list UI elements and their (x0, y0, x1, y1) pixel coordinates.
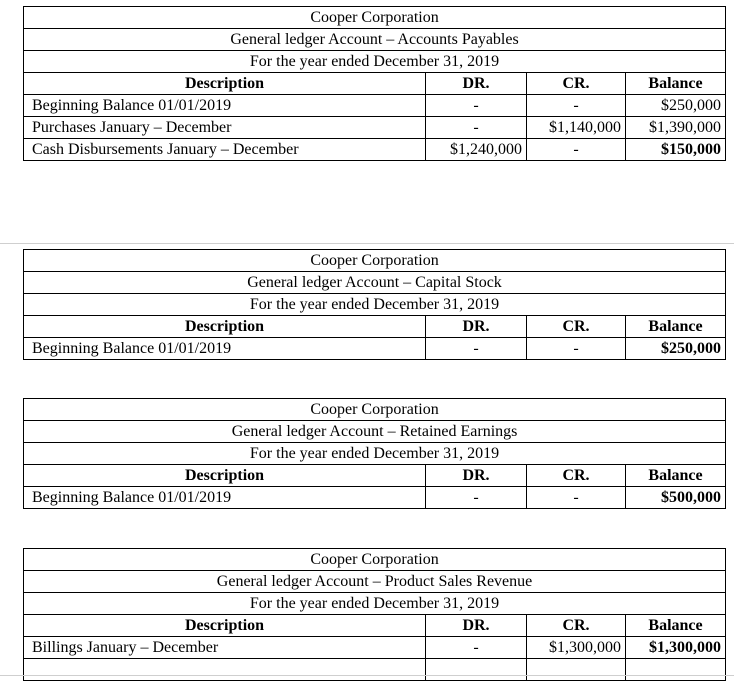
header-balance: Balance (626, 615, 726, 637)
company-name: Cooper Corporation (24, 549, 726, 571)
row-balance: $1,300,000 (626, 637, 726, 659)
account-title: General ledger Account – Retained Earnings (24, 421, 726, 443)
company-name: Cooper Corporation (24, 7, 726, 29)
period-label: For the year ended December 31, 2019 (24, 593, 726, 615)
header-dr: DR. (426, 465, 527, 487)
header-description: Description (24, 73, 426, 95)
header-description: Description (24, 465, 426, 487)
row-dr: - (426, 487, 527, 509)
table-row (24, 338, 726, 360)
header-description: Description (24, 316, 426, 338)
row-dr: - (426, 338, 527, 360)
header-description: Description (24, 615, 426, 637)
header-balance: Balance (626, 465, 726, 487)
period-label: For the year ended December 31, 2019 (24, 294, 726, 316)
row-cr: - (527, 95, 626, 117)
row-dr: - (426, 117, 527, 139)
row-description: Beginning Balance 01/01/2019 (24, 95, 426, 117)
header-dr: DR. (426, 316, 527, 338)
table-row (24, 139, 726, 161)
row-cr: $1,300,000 (527, 637, 626, 659)
bottom-divider (0, 675, 734, 676)
row-description: Beginning Balance 01/01/2019 (24, 487, 426, 509)
account-title: General ledger Account – Capital Stock (24, 272, 726, 294)
header-cr: CR. (527, 615, 626, 637)
empty-cell (24, 659, 426, 681)
row-balance: $250,000 (626, 95, 726, 117)
row-description: Purchases January – December (24, 117, 426, 139)
header-row (24, 465, 726, 487)
header-balance: Balance (626, 316, 726, 338)
header-row (24, 316, 726, 338)
ledger-product-sales-revenue (23, 548, 726, 681)
ledger-retained-earnings (23, 398, 726, 509)
company-name: Cooper Corporation (24, 399, 726, 421)
row-cr: - (527, 487, 626, 509)
row-balance: $1,390,000 (626, 117, 726, 139)
row-dr: $1,240,000 (426, 139, 527, 161)
ledger-accounts-payables (23, 6, 726, 161)
header-dr: DR. (426, 615, 527, 637)
row-description: Billings January – December (24, 637, 426, 659)
period-label: For the year ended December 31, 2019 (24, 51, 726, 73)
table-row-empty (24, 659, 726, 681)
table-row (24, 637, 726, 659)
company-name: Cooper Corporation (24, 250, 726, 272)
header-row (24, 73, 726, 95)
row-cr: - (527, 139, 626, 161)
row-dr: - (426, 95, 527, 117)
table-row (24, 95, 726, 117)
row-cr: $1,140,000 (527, 117, 626, 139)
header-cr: CR. (527, 465, 626, 487)
ledger-capital-stock (23, 249, 726, 360)
table-row (24, 487, 726, 509)
row-cr: - (527, 338, 626, 360)
row-balance: $500,000 (626, 487, 726, 509)
period-label: For the year ended December 31, 2019 (24, 443, 726, 465)
account-title: General ledger Account – Accounts Payables (24, 29, 726, 51)
row-dr: - (426, 637, 527, 659)
header-cr: CR. (527, 316, 626, 338)
header-balance: Balance (626, 73, 726, 95)
header-row (24, 615, 726, 637)
header-cr: CR. (527, 73, 626, 95)
table-row (24, 117, 726, 139)
empty-cell (527, 659, 626, 681)
row-balance: $250,000 (626, 338, 726, 360)
row-description: Beginning Balance 01/01/2019 (24, 338, 426, 360)
empty-cell (626, 659, 726, 681)
empty-cell (426, 659, 527, 681)
account-title: General ledger Account – Product Sales Revenue (24, 571, 726, 593)
header-dr: DR. (426, 73, 527, 95)
page-divider (0, 243, 734, 244)
row-balance: $150,000 (626, 139, 726, 161)
row-description: Cash Disbursements January – December (24, 139, 426, 161)
